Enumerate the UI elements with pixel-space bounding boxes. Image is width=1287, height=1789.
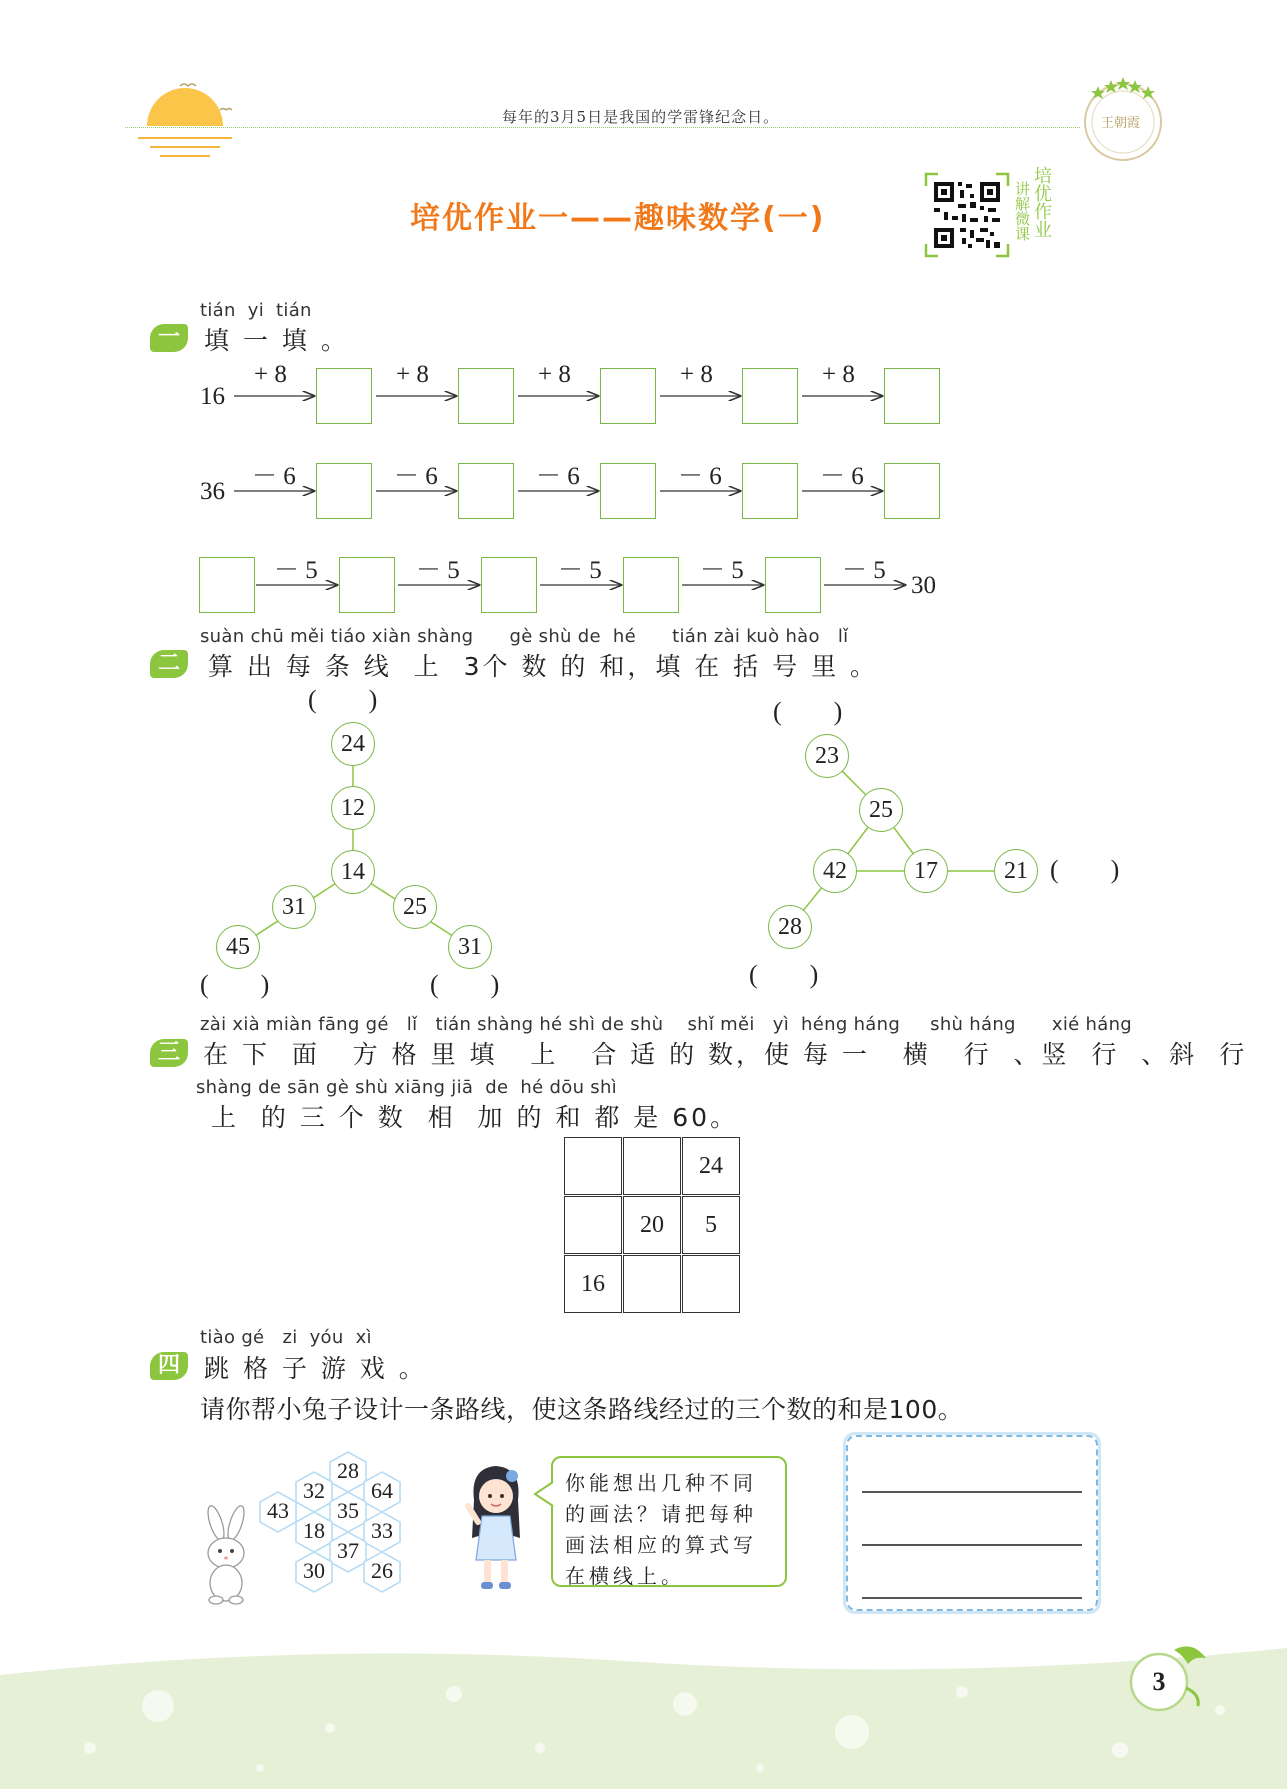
- section3-pinyin-2: shàng de sān gè shù xiāng jiā de hé dōu shì: [196, 1077, 617, 1098]
- node-circle: 28: [768, 905, 812, 949]
- girl-illustration: [460, 1460, 532, 1600]
- row3-op-3: － 5: [558, 557, 602, 584]
- hex-number[interactable]: 28: [337, 1458, 359, 1483]
- bubble-line: 的画法？请把每种: [565, 1502, 757, 1526]
- answer-paren[interactable]: ( ): [200, 970, 270, 999]
- answer-paren[interactable]: ( ): [1050, 855, 1120, 884]
- row1-op-5: + 8: [822, 361, 855, 388]
- magic-square: [564, 1137, 742, 1317]
- section2-badge: 二: [150, 650, 188, 678]
- row1-op-3: + 8: [538, 361, 571, 388]
- node-circle: 42: [813, 849, 857, 893]
- section4-badge: 四: [150, 1352, 188, 1380]
- answer-line[interactable]: [862, 1597, 1082, 1599]
- hex-number[interactable]: 35: [337, 1498, 359, 1523]
- header-note: 每年的3月5日是我国的学雷锋纪念日。: [502, 108, 780, 126]
- row3-op-5: － 5: [842, 557, 886, 584]
- section2-pinyin: suàn chū měi tiáo xiàn shàng gè shù de hé tián zài kuò hào lǐ: [200, 626, 849, 647]
- row3-op-2: － 5: [416, 557, 460, 584]
- section3-heading-1: 在 下 面 方 格 里 填 上 合 适 的 数，使 每 一 横 行 、竖 行 、斜 行: [203, 1040, 1248, 1069]
- hex-number[interactable]: 32: [303, 1478, 325, 1503]
- node-circle: 24: [331, 722, 375, 766]
- page-title: 培优作业一——趣味数学(一): [410, 201, 826, 236]
- hint-bubble: [551, 1456, 787, 1587]
- grid-cell[interactable]: [623, 1255, 681, 1313]
- row1-op-1: + 8: [254, 361, 287, 388]
- grid-cell[interactable]: [564, 1137, 622, 1195]
- section2-heading: 算 出 每 条 线 上 3个 数 的 和，填 在 括 号 里 。: [208, 652, 879, 681]
- section3-heading-2: 上 的 三 个 数 相 加 的 和 都 是 60。: [211, 1103, 739, 1132]
- hex-number[interactable]: 64: [371, 1478, 393, 1503]
- node-circle: 23: [805, 734, 849, 778]
- section3-badge: 三: [150, 1039, 188, 1067]
- grid-cell[interactable]: [564, 1196, 622, 1254]
- section1-heading: 填 一 填 。: [204, 326, 349, 355]
- row2-start: 36: [200, 478, 225, 505]
- row2-op-4: － 6: [678, 463, 722, 490]
- grid-cell: 20: [623, 1196, 681, 1254]
- hex-number[interactable]: 33: [371, 1518, 393, 1543]
- grid-cell: 16: [564, 1255, 622, 1313]
- answer-line[interactable]: [862, 1544, 1082, 1546]
- answer-paren[interactable]: ( ): [308, 685, 378, 714]
- section1-pinyin: tián yi tián: [200, 300, 312, 321]
- answer-paren[interactable]: ( ): [430, 970, 500, 999]
- node-circle: 12: [331, 786, 375, 830]
- hex-number[interactable]: 26: [371, 1558, 393, 1583]
- page-number: 3: [1152, 1667, 1166, 1696]
- section4-instruction: 请你帮小兔子设计一条路线，使这条路线经过的三个数的和是100。: [200, 1395, 964, 1424]
- grid-cell[interactable]: [623, 1137, 681, 1195]
- node-circle: 25: [859, 788, 903, 832]
- row2-op-1: － 6: [252, 463, 296, 490]
- grid-cell[interactable]: [682, 1255, 740, 1313]
- hex-number[interactable]: 43: [267, 1498, 289, 1523]
- bubble-line: 你能想出几种不同: [565, 1471, 757, 1495]
- hex-number[interactable]: 30: [303, 1558, 325, 1583]
- bubble-tail: [533, 1480, 555, 1510]
- section4-pinyin: tiào gé zi yóu xì: [200, 1327, 372, 1348]
- answer-paren[interactable]: ( ): [773, 697, 843, 726]
- answer-paren[interactable]: ( ): [749, 960, 819, 989]
- row1-op-2: + 8: [396, 361, 429, 388]
- hex-number[interactable]: 37: [337, 1538, 359, 1563]
- node-circle: 45: [216, 925, 260, 969]
- bubble-line: 在横线上。: [565, 1564, 685, 1588]
- node-circle: 25: [393, 885, 437, 929]
- node-circle: 31: [448, 925, 492, 969]
- node-circle: 21: [994, 849, 1038, 893]
- row2-op-5: － 6: [820, 463, 864, 490]
- row2-op-2: － 6: [394, 463, 438, 490]
- node-circle: 17: [904, 849, 948, 893]
- qr-label-tutorial: 讲解微课: [1013, 181, 1031, 241]
- row1-op-4: + 8: [680, 361, 713, 388]
- answer-line[interactable]: [862, 1491, 1082, 1493]
- grid-cell: 24: [682, 1137, 740, 1195]
- row3-end: 30: [911, 572, 936, 599]
- footer-background: [0, 1640, 1287, 1789]
- hex-number[interactable]: 18: [303, 1518, 325, 1543]
- node-circle: 31: [272, 885, 316, 929]
- node-circle: 14: [331, 850, 375, 894]
- row2-op-3: － 6: [536, 463, 580, 490]
- grid-cell: 5: [682, 1196, 740, 1254]
- row3-op-1: － 5: [274, 557, 318, 584]
- qr-label-homework: 培优作业: [1031, 166, 1052, 238]
- logo-text: 王朝霞: [1101, 116, 1141, 131]
- answer-area: [843, 1432, 1101, 1614]
- section1-badge: 一: [150, 324, 188, 352]
- section4-heading: 跳 格 子 游 戏 。: [204, 1354, 427, 1383]
- row3-op-4: － 5: [700, 557, 744, 584]
- bubble-line: 画法相应的算式写: [565, 1533, 757, 1557]
- section3-pinyin-1: zài xià miàn fāng gé lǐ tián shàng hé shì de shù shǐ měi yì héng háng shù háng xié háng: [200, 1014, 1133, 1035]
- row1-start: 16: [200, 383, 225, 410]
